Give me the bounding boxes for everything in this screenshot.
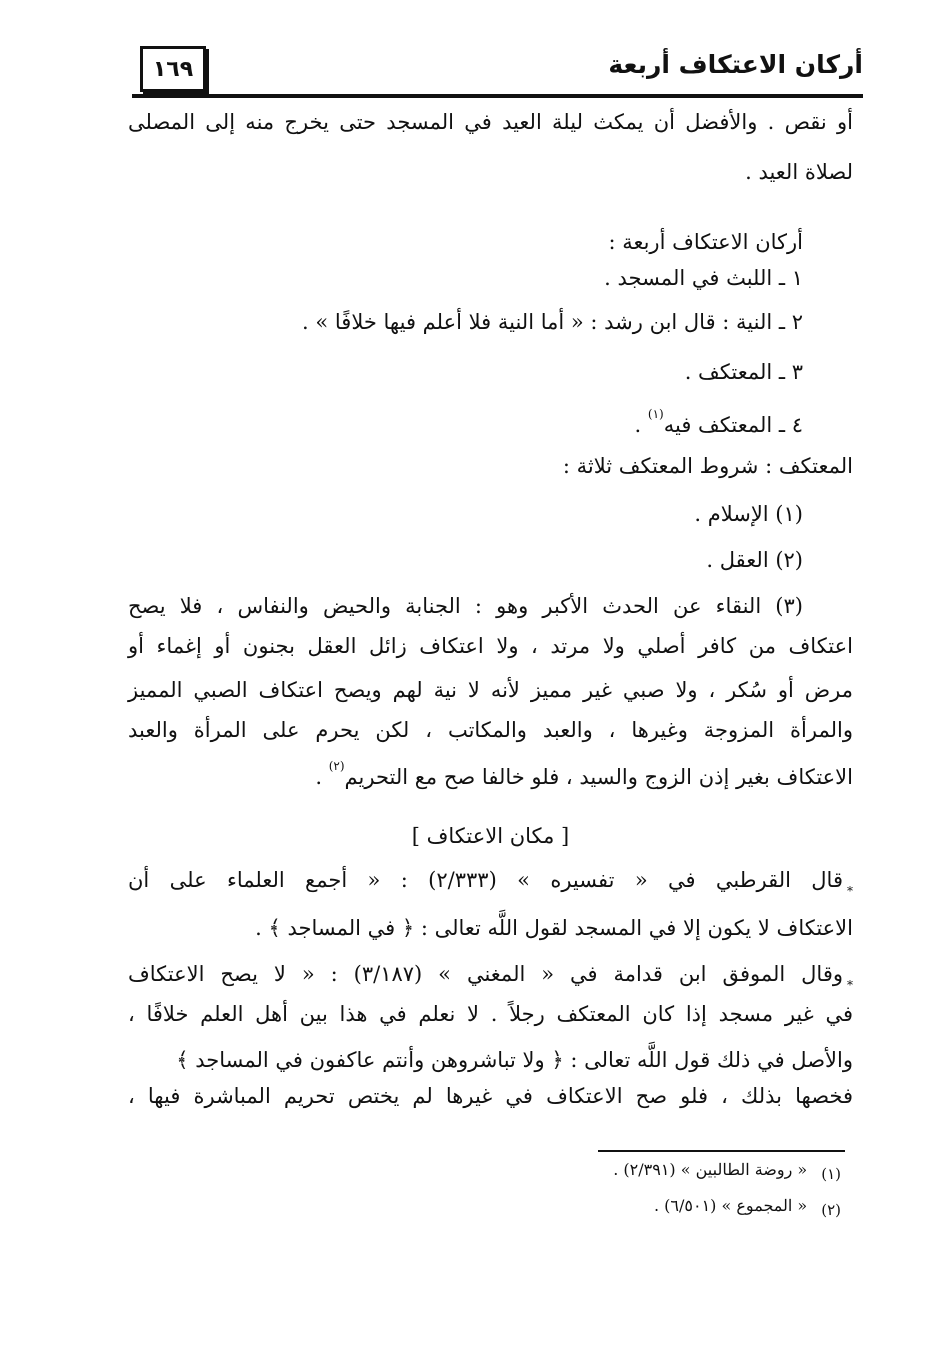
text-line: فخصها بذلك ، فلو صح الاعتكاف في غيرها لم يختص تحريم المباشرة فيها ، (128, 1084, 853, 1108)
footnote-text: « روضة الطالبين » (٢/٣٩١) . (613, 1160, 808, 1179)
text-line: والمرأة المزوجة وغيرها ، والعبد والمكاتب ، لكن يحرم على المرأة والعبد (128, 718, 853, 742)
list-item-text: ٤ ـ المعتكف فيه (663, 413, 803, 437)
list-item: (٢) العقل . (706, 548, 803, 572)
text-line: والأصل في ذلك قول اللَّه تعالى : ﴿ ولا تباشروهن وأنتم عاكفون في المساجد ﴾ (176, 1048, 853, 1072)
list-item (635, 408, 803, 436)
footnote (654, 1196, 841, 1219)
text-line: أو نقص . والأفضل أن يمكث ليلة العيد في المسجد حتى يخرج منه إلى المصلى (128, 110, 853, 134)
text-line: اعتكاف من كافر أصلي ولا مرتد ، ولا اعتكاف زائل العقل بجنون أو إغماء أو (128, 634, 853, 658)
footnote-marker: (١) (647, 407, 664, 421)
page-number: ١٦٩ (140, 46, 206, 92)
main-text (128, 0, 853, 1346)
running-title: أركان الاعتكاف أربعة (608, 50, 863, 79)
text-line: (٣) النقاء عن الحدث الأكبر وهو : الجنابة والحيض والنفاس ، فلا يصح (128, 594, 803, 618)
list-item-period: . (634, 413, 642, 437)
text-line: مرض أو سُكر ، ولا صبي غير مميز لأنه لا نية لهم ويصح اعتكاف الصبي المميز (128, 678, 853, 702)
text-line-body: وقال الموفق ابن قدامة في « المغني » (٣/١٨٧) : « لا يصح الاعتكاف (128, 962, 843, 986)
footnote-number: (٢) (821, 1201, 841, 1219)
text-line: لصلاة العيد . (745, 160, 853, 184)
text-line: في غير مسجد إذا كان المعتكف رجلاً . لا نعلم في هذا بين أهل العلم خلافًا ، (128, 1002, 853, 1026)
text-line (315, 760, 853, 788)
star-marker: * (847, 978, 853, 992)
list-item: (١) الإسلام . (694, 502, 803, 526)
footnote-text: « المجموع » (٦/٥٠١) . (653, 1196, 808, 1215)
star-marker: * (846, 884, 853, 898)
list-item: ٢ ـ النية : قال ابن رشد : « أما النية فلا أعلم فيها خلافًا » . (302, 310, 803, 334)
text-line (128, 870, 853, 897)
text-line-period: . (315, 765, 323, 789)
section-title: [ مكان الاعتكاف ] (411, 824, 570, 848)
text-line-body: الاعتكاف بغير إذن الزوج والسيد ، فلو خالفا صح مع التحريم (344, 765, 853, 789)
footnote (613, 1160, 841, 1183)
text-line: الاعتكاف لا يكون إلا في المسجد لقول اللَّه تعالى : ﴿ في المساجد ﴾ . (255, 916, 853, 940)
section-heading: أركان الاعتكاف أربعة : (608, 230, 803, 254)
section-heading: المعتكف : شروط المعتكف ثلاثة : (562, 454, 853, 478)
footnote-number: (١) (821, 1165, 841, 1183)
list-item: ١ ـ اللبث في المسجد . (604, 266, 803, 290)
list-item: ٣ ـ المعتكف . (684, 360, 803, 384)
footnote-rule (598, 1150, 845, 1152)
text-line (128, 964, 853, 991)
text-line-body: قال القرطبي في « تفسيره » (٢/٣٣٣) : « أجمع العلماء على أن (128, 868, 843, 892)
footnote-marker: (٢) (328, 759, 345, 773)
